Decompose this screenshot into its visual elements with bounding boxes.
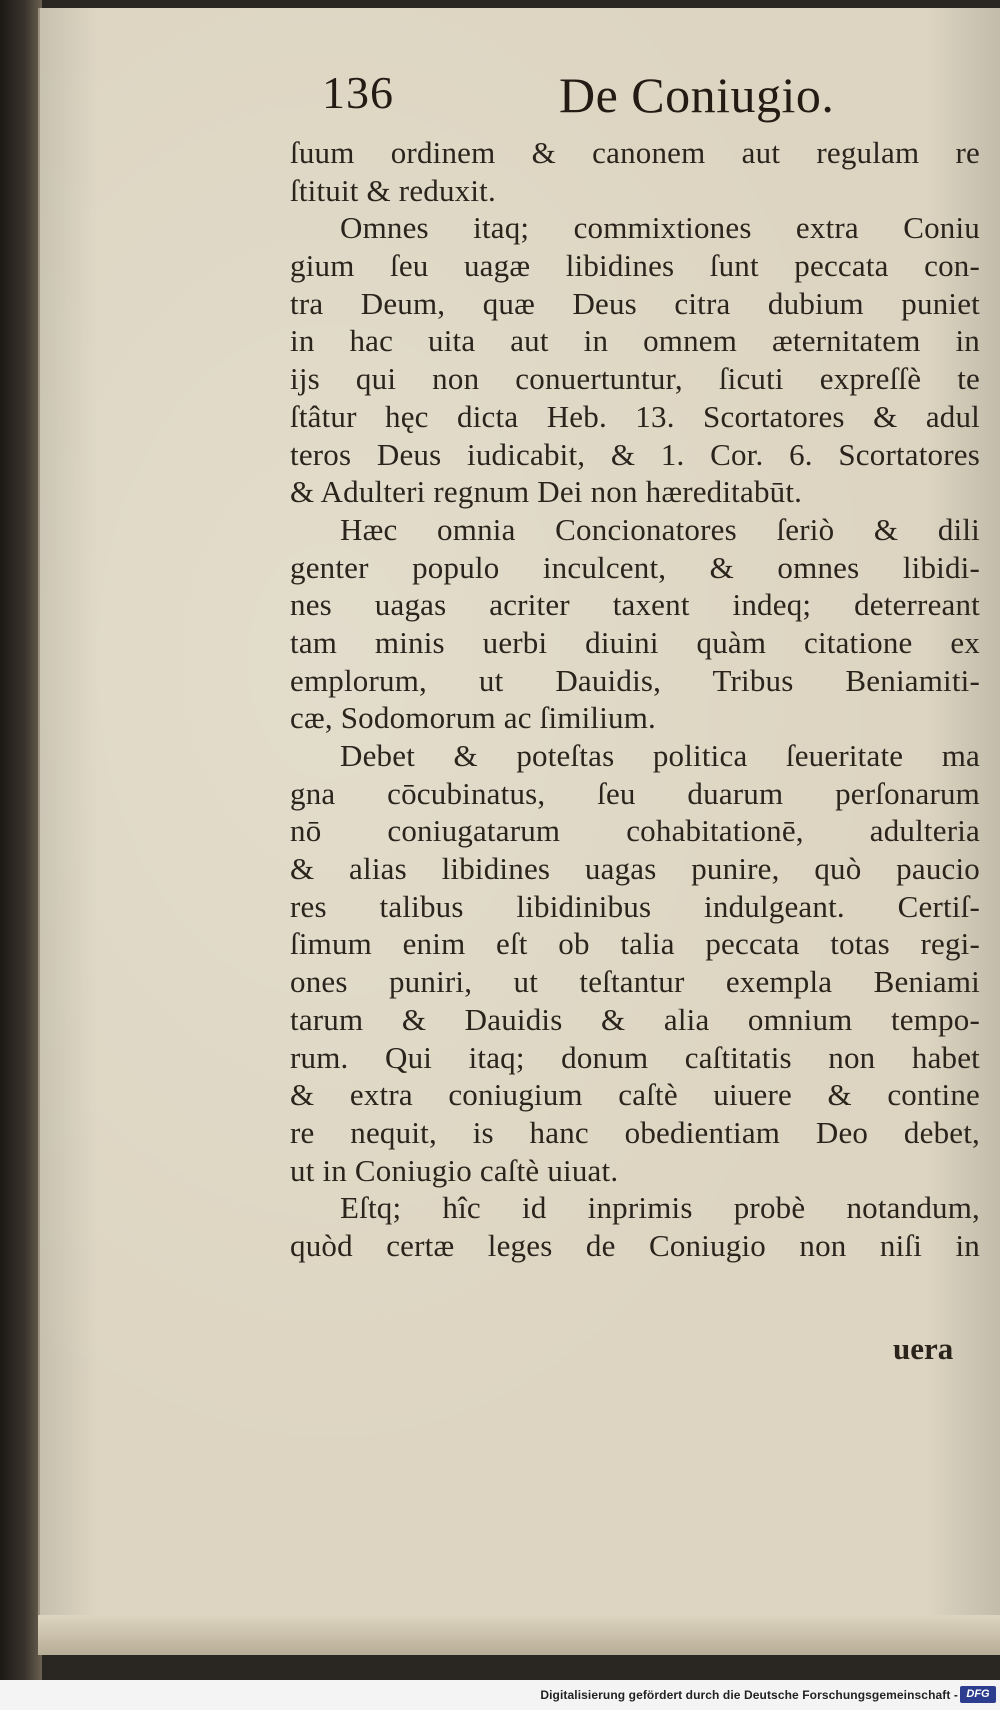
dfg-logo-icon: DFG <box>960 1686 996 1703</box>
book-gutter <box>0 0 42 1710</box>
page-bottom-edge <box>38 1615 1000 1655</box>
text-line: ut in Coniugio caſtè uiuat. <box>290 1152 619 1188</box>
text-line: & alias libidines uagas punire, quò paucio <box>290 851 980 887</box>
text-line: ones puniri, ut teſtantur exempla Beniami <box>290 964 980 1000</box>
text-line: rum. Qui itaq; donum caſtitatis non habet <box>290 1039 980 1075</box>
text-line: & Adulteri regnum Dei non hæreditabūt. <box>290 474 803 510</box>
digitization-credit: Digitalisierung gefördert durch die Deutsche Forschungsgemeinschaft - <box>540 1688 958 1702</box>
text-line: in hac uita aut in omnem æternitatem in <box>290 323 980 359</box>
text-line: ijs qui non conuertuntur, ſicuti expreſſè te <box>290 361 980 397</box>
text-line: re nequit, is hanc obedientiam Deo debet, <box>290 1114 980 1150</box>
text-line: gium ſeu uagæ libidines ſunt peccata con- <box>290 248 980 284</box>
text-line: tam minis uerbi diuini quàm citatione ex <box>290 624 980 660</box>
running-head: De Coniugio. <box>559 67 835 123</box>
text-line: ſuum ordinem & canonem aut regulam re <box>290 135 980 170</box>
text-line: tarum & Dauidis & alia omnium tempo- <box>290 1001 980 1037</box>
page-number: 136 <box>322 67 394 118</box>
text-line: ſtituit & reduxit. <box>290 172 496 208</box>
text-line: tra Deum, quæ Deus citra dubium puniet <box>290 285 980 321</box>
text-line: ſtâtur hęc dicta Heb. 13. Scortatores & adul <box>290 398 980 434</box>
body-text <box>290 134 980 1265</box>
catchword: uera <box>893 1331 954 1366</box>
text-line: nes uagas acriter taxent indeq; deterreant <box>290 587 980 623</box>
page-header <box>322 66 952 130</box>
text-line: ſimum enim eſt ob talia peccata totas regi- <box>290 926 980 962</box>
text-line: Hæc omnia Concionatores ſeriò & dili <box>340 511 980 547</box>
text-line: quòd certæ leges de Coniugio non niſi in <box>290 1227 980 1263</box>
text-line: emplorum, ut Dauidis, Tribus Beniamiti- <box>290 662 980 698</box>
text-line: Omnes itaq; commixtiones extra Coniu <box>340 210 980 246</box>
text-line: res talibus libidinibus indulgeant. Certiſ- <box>290 888 980 924</box>
text-line: & extra coniugium caſtè uiuere & contine <box>290 1077 980 1113</box>
text-line: Debet & poteſtas politica ſeueritate ma <box>340 738 980 773</box>
text-line: Eſtq; hîc id inprimis probè notandum, <box>340 1190 980 1226</box>
text-line: genter populo inculcent, & omnes libidi- <box>290 549 980 585</box>
text-line: nō coniugatarum cohabitationē, adulteria <box>290 813 980 849</box>
text-line: teros Deus iudicabit, & 1. Cor. 6. Scortatores <box>290 436 980 472</box>
text-line: gna cōcubinatus, ſeu duarum perſonarum <box>290 775 980 811</box>
text-line: cæ, Sodomorum ac ſimilium. <box>290 700 656 736</box>
